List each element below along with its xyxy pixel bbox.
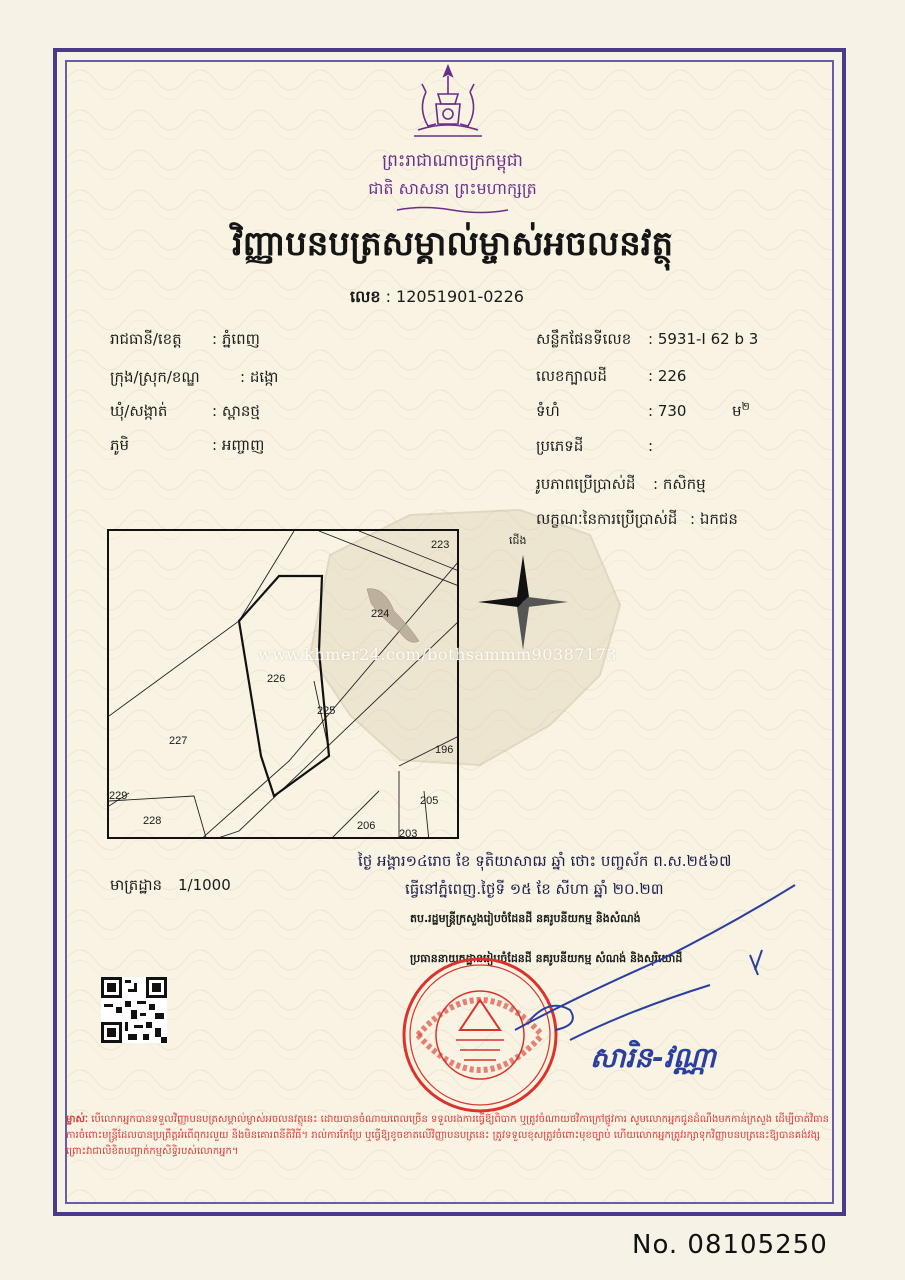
parcel-label: 228 [143,815,162,827]
province-label: រាជធានី/ខេត្ត [110,330,182,348]
parcel-label: 196 [435,744,454,756]
qr-code [101,977,167,1043]
parcel-label: 206 [357,820,376,832]
divider-ornament [395,205,510,215]
lunar-date: ថ្ងៃ អង្គារ១៤រោច ខែ ទុតិយាសាឍ ឆ្នាំ ថោះ បញ្ចស័ក ព.ស.២៥៦៧ [358,852,732,870]
parcel-label: 203 [399,828,418,839]
solar-date: ធ្វើនៅភ្នំពេញ.ថ្ងៃទី ១៥ ខែ សីហា ឆ្នាំ ២០.២៣ [405,880,664,898]
map-sheet-value: : 5931-I 62 b 3 [648,330,759,348]
area-unit-sup: ២ [741,400,750,413]
scale-label: មាត្រដ្ឋាន [110,876,163,894]
district-label: ក្រុង/ស្រុក/ខណ្ឌ [110,368,200,386]
parcel-label: 229 [109,790,128,802]
legal-notice-text: បើលោកអ្នកបានទទួលវិញ្ញាបនបត្រសម្គាល់ម្ចាស់អចលនវត្ថុនេះ ដោយបានចំណាយពេលច្រើន ទទួលរងការធ្វើឱ្យពិបាក ឬត្រូវចំណាយថវិកាក្រៅផ្លូវការ សូមលោកអ្នកជូនដំណឹងមកកាន់ក្រសួង ដើម្បីចាត់វិធានការចំពោះមន្ត្រីដែលបានប្រព្រឹត្តអំពើពុករលួយ និងមិនគោរពនីតិវិធី។ រាល់ការកែប្រែ ឬធ្វើឱ្យខូចខាតលើវិញ្ញាបនបត្រនេះ ត្រូវទទួលខុសត្រូវចំពោះមុខច្បាប់ ហើយលោកអ្នកត្រូវរក្សាទុកវិញ្ញាបនបត្រនេះឱ្យបានគង់វង្ស ព្រោះវាជាលិខិតបញ្ជាក់កម្មសិទ្ធិរបស់លោកអ្នក។ [66,1114,830,1157]
village-label: ភូមិ [110,436,130,454]
province-value: : ភ្នំពេញ [212,330,260,348]
scale-value: 1/1000 [178,876,231,894]
handwritten-signature [510,880,800,1060]
cadastral-map [107,529,459,839]
commune-label: ឃុំ/សង្កាត់ [110,402,168,420]
serial-number: No. 08105250 [632,1230,828,1260]
parcel-label: 227 [169,735,188,747]
signatory-name: សារិន-វណ្ណា [590,1041,716,1074]
parcel-label: 225 [317,705,336,717]
website-watermark: www.khmer24.com/bothsammm90387173 [258,645,617,664]
royal-arms-emblem [408,64,488,142]
area-label: ទំហំ [536,402,560,420]
land-type-value: : [648,437,654,455]
commune-value: : ស្ពានថ្ម [212,402,260,420]
national-motto: ជាតិ សាសនា ព្រះមហាក្សត្រ [368,179,537,198]
village-value: : អញ្ចាញ [212,436,265,454]
parcel-label: 226 [267,673,286,685]
area-value: : 730 [648,402,687,420]
certificate-number-label: លេខ [350,287,381,306]
legal-notice-label: ម្ចាស់ៈ [66,1114,89,1125]
certificate-number-value: : 12051901-0226 [385,287,524,306]
land-type-label: ប្រភេទដី [536,437,584,455]
map-sheet-label: សន្លឹកផែនទីលេខ [536,330,632,348]
usage-character-value: : ឯកជន [690,510,738,528]
north-label: ជើង [509,534,527,547]
parcel-label: 223 [431,539,450,551]
parcel-label: 224 [371,608,390,620]
land-use-value: : កសិកម្ម [653,475,706,493]
authority-line-1: តប.រដ្ឋមន្ត្រីក្រសួងរៀបចំដែនដី នគរូបនីយកម្ម និងសំណង់ [410,912,641,925]
certificate-number [350,286,524,310]
parcel-number-label: លេខក្បាលដី [536,367,607,385]
kingdom-heading: ព្រះរាជាណាចក្រកម្ពុជា [382,151,523,171]
usage-character-label: លក្ខណៈនៃការប្រើប្រាស់ដី [536,510,678,528]
land-use-label: រូបភាពប្រើប្រាស់ដី [536,475,636,493]
parcel-label: 205 [420,795,439,807]
certificate-title: វិញ្ញាបនបត្រសម្គាល់ម្ចាស់អចលនវត្ថុ [231,224,674,264]
area-unit-base: ម [732,402,742,420]
parcel-lines [109,531,459,839]
compass-icon [478,555,568,650]
legal-notice [66,1112,834,1160]
district-value: : ដង្កោ [240,368,279,386]
authority-line-2: ប្រធាននាយកដ្ឋានរៀបចំដែនដី នគរូបនីយកម្ម សំណង់ និងសុរិយោដី [410,952,683,965]
area-unit [732,400,750,424]
parcel-number-value: : 226 [648,367,687,385]
